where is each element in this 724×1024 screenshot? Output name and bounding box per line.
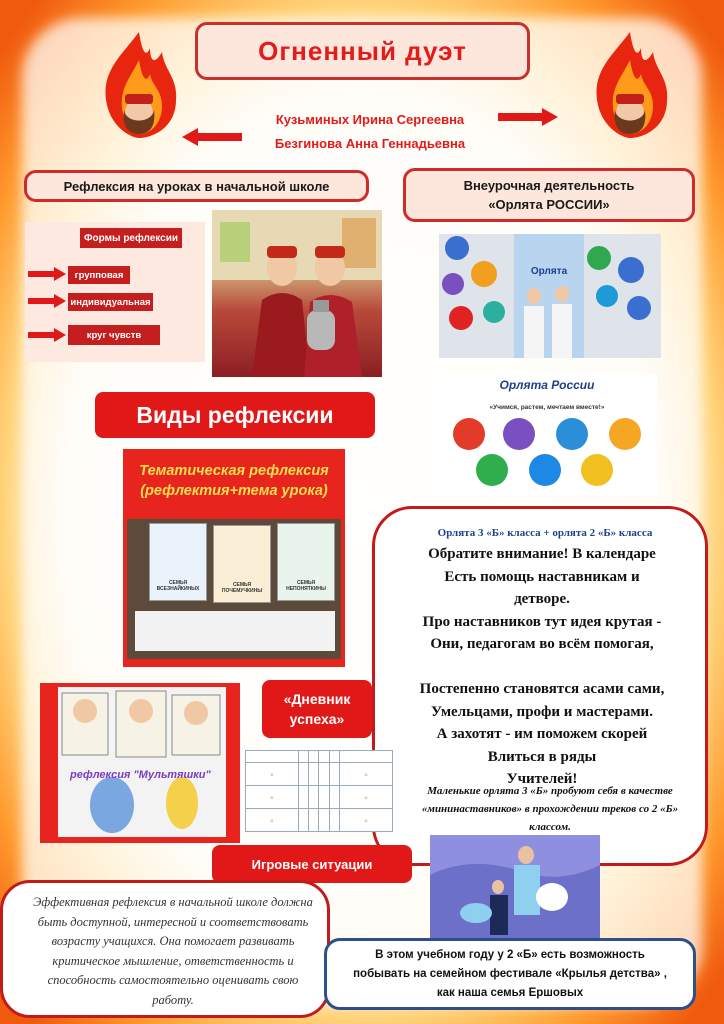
cartoon-reflection-label: рефлексия "Мультяшки": [70, 769, 211, 781]
extracurricular-section-title: [403, 168, 695, 222]
page-title: Огненный дуэт: [195, 22, 530, 80]
orlyata-tracks-icons: [437, 414, 657, 496]
family-card-3: СЕМЬЯ НЕПОНЯТКИНЫ: [277, 523, 335, 601]
success-diary-line-1: «Дневник: [283, 691, 351, 707]
student-photos-strip: [135, 611, 335, 651]
form-item-individual: индивидуальная: [68, 293, 153, 311]
success-diary-title: [262, 680, 372, 738]
poem-line: Постепенно становятся асами сами,: [419, 681, 665, 697]
festival-line-3: как наша семья Ершовых: [436, 987, 584, 999]
family-card-2: СЕМЬЯ ПОЧЕМУЧКИНЫ: [213, 525, 271, 603]
effective-reflection-text: Эффективная рефлексия в начальной школе должна быть доступной, интересной и соответствовать возрасту учащихся. Она помогает развивать критическое мышление, ответственность и способность самостоятельно оценивать свою работу.: [33, 895, 313, 1007]
thematic-board: [127, 519, 341, 659]
teachers-illustration: [212, 210, 382, 377]
arrow-right-small-icon: [28, 267, 66, 281]
festival-illustration: [430, 835, 600, 943]
poem-line: детворе.: [514, 591, 570, 607]
success-diary-line-2: успеха»: [289, 711, 345, 727]
orlyata-motto: «Учимся, растем, мечтаем вместе!»: [489, 404, 605, 411]
teachers-samovar-photo: [212, 210, 382, 377]
orlyata-logo: Орлята России: [499, 378, 595, 392]
success-diary-table: [245, 750, 393, 832]
flame-left-icon: [92, 30, 187, 140]
flame-right-icon: [583, 30, 678, 140]
poem-heading: Орлята 3 «Б» класса + орлята 2 «Б» класса: [437, 527, 653, 539]
poem-line: Умельцами, профи и мастерами.: [431, 703, 653, 720]
poem-text: [392, 543, 692, 791]
arrow-right-icon: [498, 108, 558, 126]
extracurricular-title-line1: Внеурочная деятельность: [463, 178, 635, 193]
festival-info-text: [335, 946, 685, 1003]
diary-grid: ☺ ☺ ☺ ☺ ☺ ☺: [245, 750, 393, 832]
poem-line: Они, педагогам во всём помогая,: [430, 636, 654, 652]
poem-line: Про наставников тут идея крутая -: [422, 613, 662, 630]
cartoon-board: [58, 687, 226, 837]
poem-line-blank: [392, 656, 692, 679]
orlyata-wall-photo: [439, 234, 661, 358]
cartoon-reflection-image: [40, 683, 240, 843]
arrow-right-small-icon: [28, 328, 66, 342]
cartoon-illustration: [58, 687, 226, 837]
orlyata-logo-panel: [437, 374, 657, 496]
author-1: Кузьминых Ирина Сергеевна: [275, 112, 465, 127]
poem-line: Учителей!: [506, 771, 578, 787]
festival-photo: [430, 835, 600, 943]
reflection-section-title: Рефлексия на уроках в начальной школе: [24, 170, 369, 202]
form-item-feelings-circle: круг чувств: [68, 325, 160, 345]
poem-line: Есть помощь наставникам и: [444, 568, 640, 585]
poem-line: А захотят - им поможем скорей: [436, 726, 648, 742]
reflection-types-title: Виды рефлексии: [95, 392, 375, 438]
arrow-left-icon: [182, 128, 242, 146]
poem-note: Маленькие орлята 3 «Б» пробуют себя в качестве «мининаставников» в прохождении треков со 2 «Б» классом.: [421, 785, 679, 833]
thematic-line-2: (рефлектия+тема урока): [140, 483, 328, 499]
poem-line: Обратите внимание! В календаре: [428, 546, 656, 562]
family-card-1: СЕМЬЯ ВСЕЗНАЙКИНЫХ: [149, 523, 207, 601]
thematic-line-1: Тематическая рефлексия: [139, 463, 329, 479]
extracurricular-title-line2: «Орлята РОССИИ»: [488, 197, 610, 212]
svg-text:Орлята: Орлята: [530, 266, 568, 277]
poem-line: Влиться в ряды: [487, 748, 597, 765]
orlyata-wall-illustration: [439, 234, 661, 358]
authors: [245, 108, 495, 156]
game-situations-title: Игровые ситуации: [212, 845, 412, 883]
festival-line-2: побывать на семейном фестивале «Крылья детства» ,: [353, 968, 667, 980]
forms-title: Формы рефлексии: [80, 228, 182, 248]
thematic-reflection-image: [123, 449, 345, 667]
form-item-group: групповая: [68, 266, 130, 284]
arrow-right-small-icon: [28, 294, 66, 308]
author-2: Безгинова Анна Геннадьевна: [274, 136, 466, 151]
thematic-reflection-heading: [123, 461, 345, 501]
festival-line-1: В этом учебном году у 2 «Б» есть возможность: [375, 949, 645, 961]
